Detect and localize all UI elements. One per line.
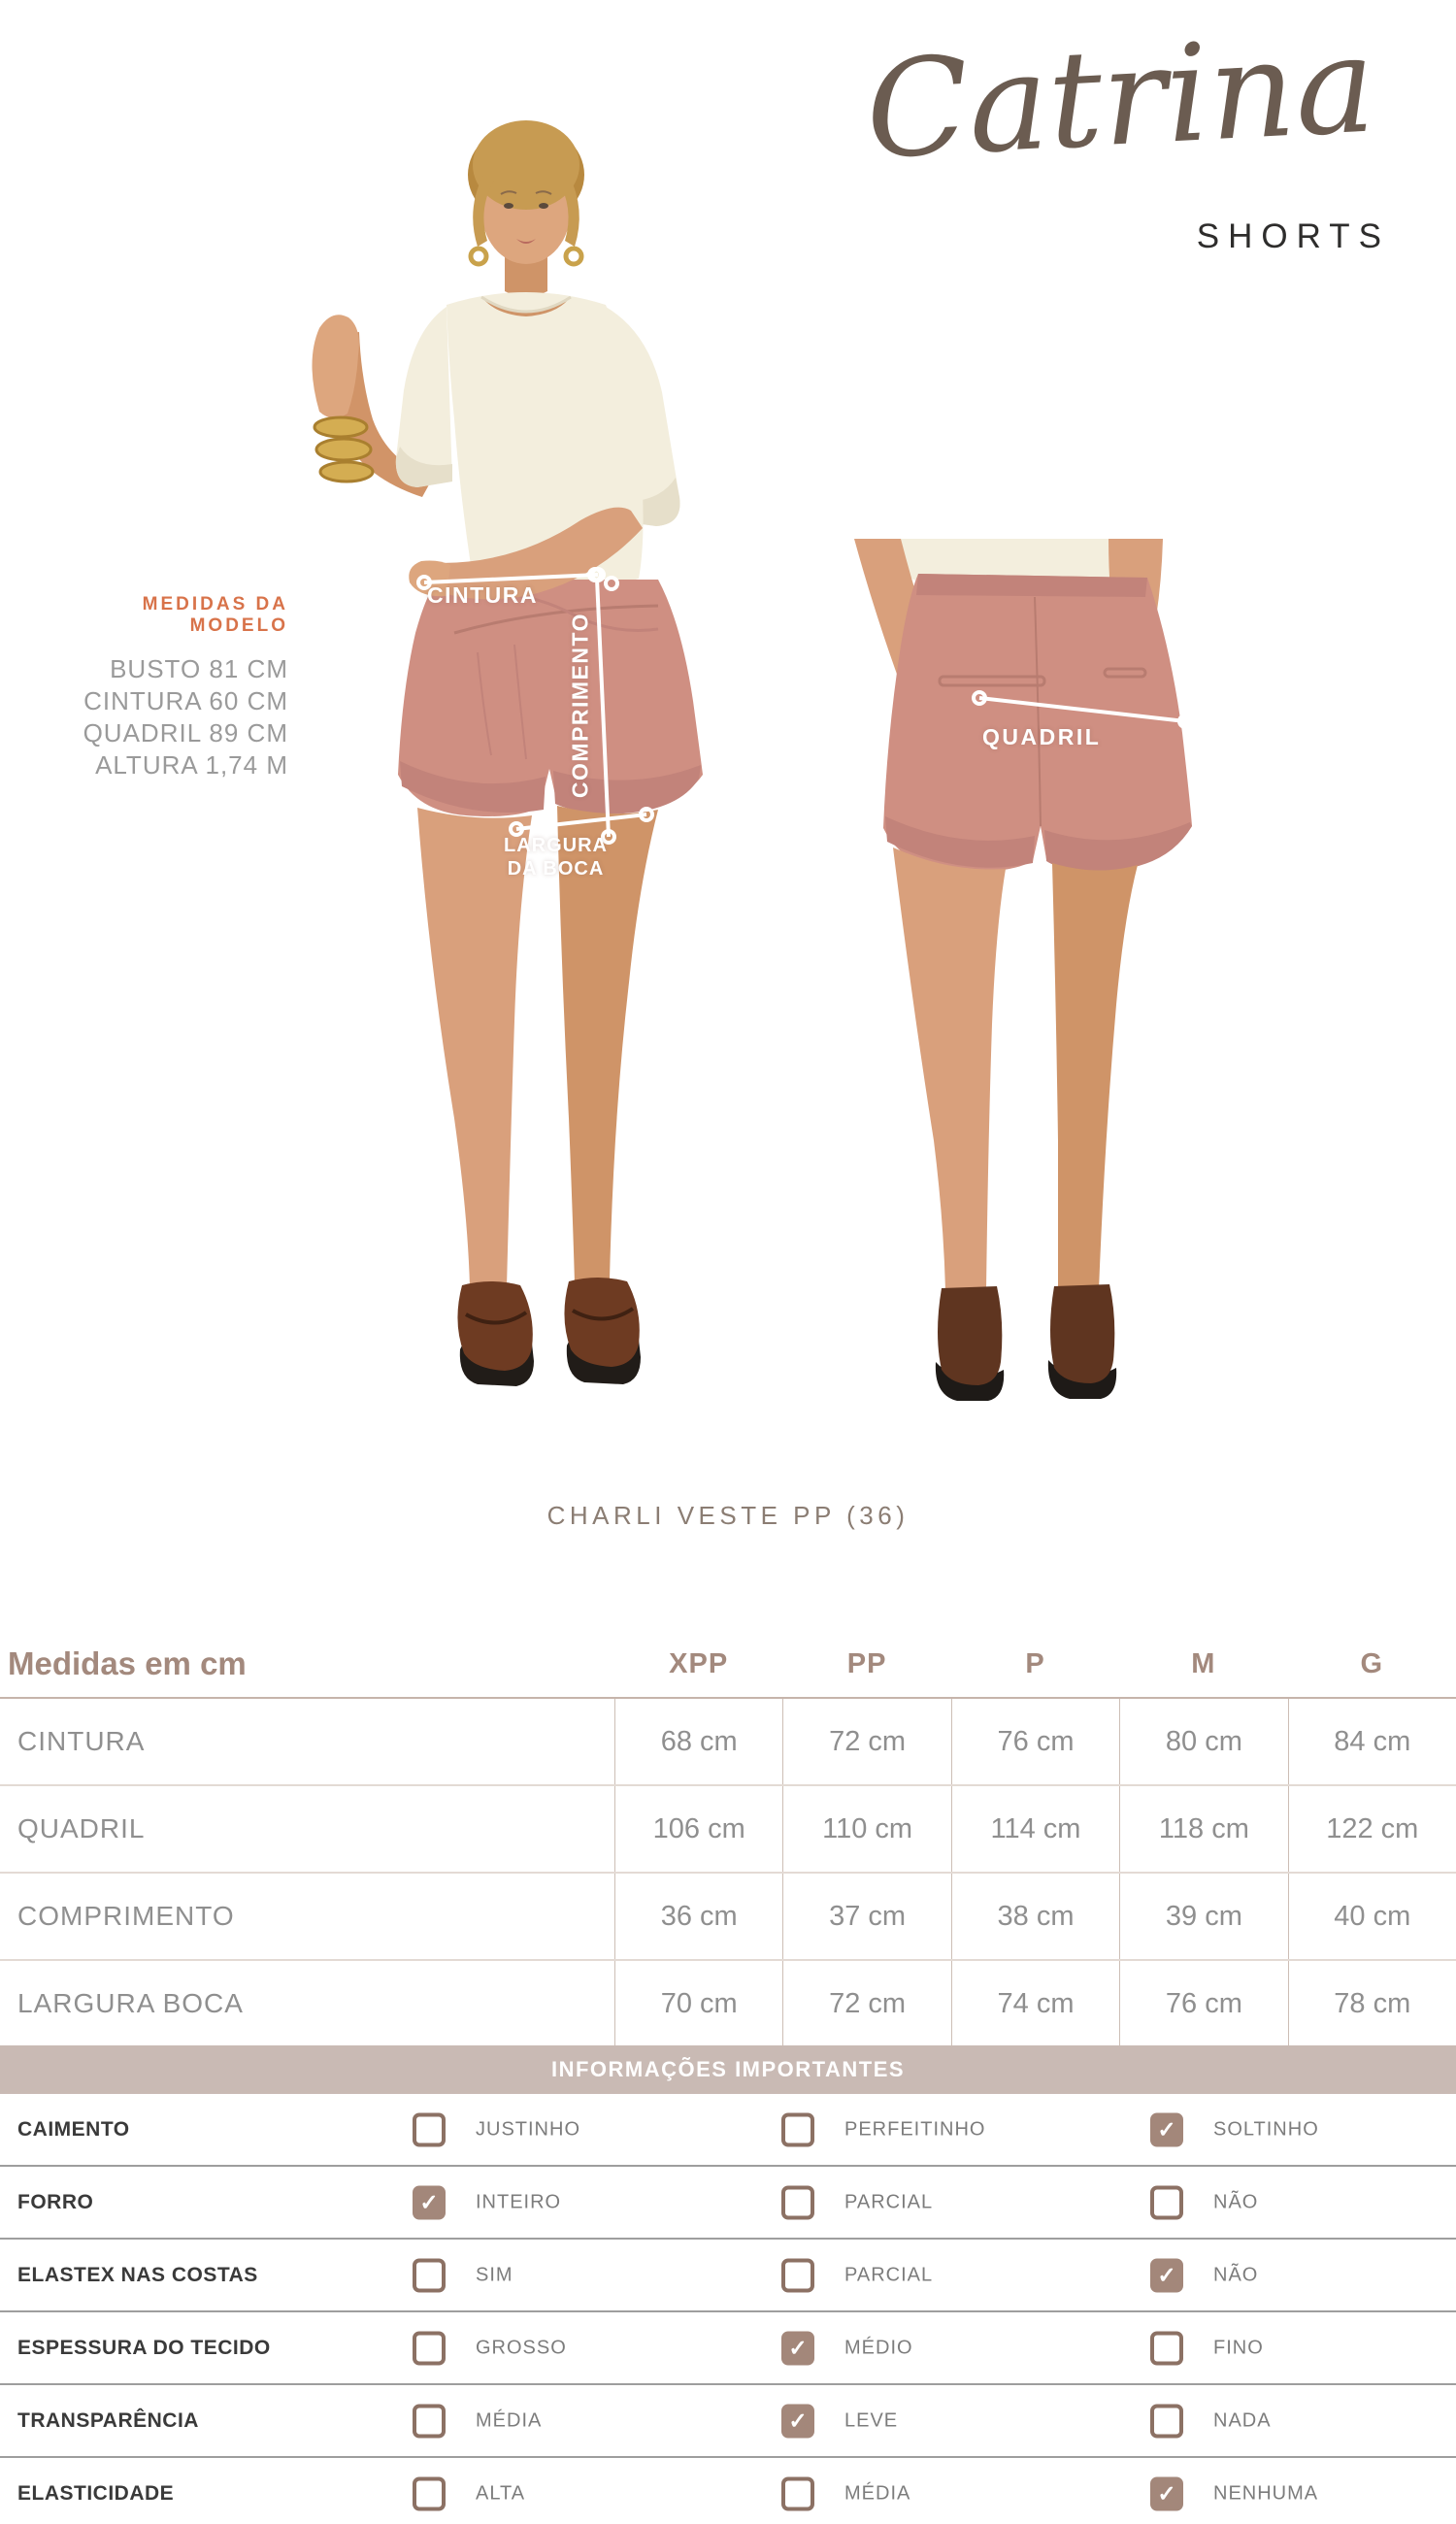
option-group xyxy=(1150,2112,1319,2146)
size-col-xpp: XPP xyxy=(669,1647,729,1679)
option-label: NENHUMA xyxy=(1213,2482,1319,2504)
info-row-label: CAIMENTO xyxy=(17,2117,130,2141)
brand-logo-script: Catrina xyxy=(862,6,1379,189)
checkbox-alta[interactable] xyxy=(413,2476,446,2510)
option-group xyxy=(413,2476,525,2510)
checkbox-inteiro[interactable] xyxy=(413,2185,446,2219)
option-label: NADA xyxy=(1213,2409,1272,2431)
model-height: ALTURA 1,74 M xyxy=(95,750,288,780)
info-row-transparencia xyxy=(0,2385,1456,2458)
waist-measure-label: CINTURA xyxy=(427,582,538,608)
important-info-section xyxy=(0,2094,1456,2524)
table-cell: 40 cm xyxy=(1288,1874,1456,1959)
check-icon: ✓ xyxy=(788,2408,808,2433)
option-label: PERFEITINHO xyxy=(844,2118,986,2140)
table-cell: 72 cm xyxy=(782,1961,950,2046)
option-label: MÉDIO xyxy=(844,2337,913,2358)
table-cell: 114 cm xyxy=(951,1786,1119,1872)
model-size-caption: CHARLI VESTE PP (36) xyxy=(546,1501,910,1530)
checkbox-medio[interactable] xyxy=(781,2331,814,2365)
option-group xyxy=(1150,2476,1318,2510)
option-group xyxy=(413,2112,580,2146)
table-cell: 118 cm xyxy=(1119,1786,1287,1872)
option-label: LEVE xyxy=(844,2409,899,2431)
option-label: GROSSO xyxy=(476,2337,567,2358)
info-row-caimento xyxy=(0,2094,1456,2167)
table-cell: 76 cm xyxy=(951,1699,1119,1784)
table-row xyxy=(0,1874,1456,1961)
option-group xyxy=(1150,2185,1258,2219)
table-cell: 110 cm xyxy=(782,1786,950,1872)
check-icon: ✓ xyxy=(1157,2480,1176,2506)
checkbox-grosso[interactable] xyxy=(413,2331,446,2365)
brand-product-type: SHORTS xyxy=(1196,217,1390,255)
checkbox-soltinho[interactable] xyxy=(1150,2112,1183,2146)
table-cell: 80 cm xyxy=(1119,1699,1287,1784)
info-row-label: ELASTICIDADE xyxy=(17,2481,175,2505)
back-model-figure xyxy=(854,539,1192,1401)
table-row xyxy=(0,1786,1456,1874)
row-label-quadril: QUADRIL xyxy=(17,1813,146,1843)
size-table xyxy=(0,1631,1456,2046)
checkbox-parcial[interactable] xyxy=(781,2258,814,2292)
size-col-g: G xyxy=(1360,1647,1384,1679)
checkbox-perfeitinho[interactable] xyxy=(781,2112,814,2146)
table-cell: 72 cm xyxy=(782,1699,950,1784)
option-label: MÉDIA xyxy=(844,2482,911,2504)
option-group xyxy=(781,2185,933,2219)
option-label: PARCIAL xyxy=(844,2264,934,2285)
important-info-banner xyxy=(0,2045,1456,2094)
table-cell: 74 cm xyxy=(951,1961,1119,2046)
info-row-label: FORRO xyxy=(17,2190,94,2213)
back-right-leg xyxy=(1052,863,1138,1292)
front-bangles xyxy=(314,417,373,482)
checkbox-parcial[interactable] xyxy=(781,2185,814,2219)
length-measure-label: COMPRIMENTO xyxy=(567,612,593,799)
table-cell: 106 cm xyxy=(614,1786,782,1872)
row-label-cintura: CINTURA xyxy=(17,1726,146,1756)
model-bust: BUSTO 81 CM xyxy=(110,654,288,683)
checkbox-nada[interactable] xyxy=(1150,2404,1183,2438)
front-earring-left xyxy=(471,249,486,264)
option-group xyxy=(781,2404,898,2438)
size-table-header xyxy=(0,1631,1456,1699)
checkbox-nao[interactable] xyxy=(1150,2258,1183,2292)
option-group xyxy=(413,2331,567,2365)
checkbox-media[interactable] xyxy=(781,2476,814,2510)
checkbox-sim[interactable] xyxy=(413,2258,446,2292)
back-left-leg xyxy=(893,847,1006,1290)
row-label-comprimento: COMPRIMENTO xyxy=(17,1901,235,1931)
row-label-largura-boca: LARGURA BOCA xyxy=(17,1988,244,2018)
size-col-p: P xyxy=(1025,1647,1045,1679)
info-row-elastex xyxy=(0,2240,1456,2312)
leg-opening-label-line2: DA BOCA xyxy=(507,858,605,880)
hip-measure-label: QUADRIL xyxy=(982,724,1102,749)
table-cell: 37 cm xyxy=(782,1874,950,1959)
table-row xyxy=(0,1961,1456,2046)
table-cell: 38 cm xyxy=(951,1874,1119,1959)
option-group xyxy=(781,2258,933,2292)
option-label: JUSTINHO xyxy=(476,2118,580,2140)
option-group xyxy=(413,2185,561,2219)
size-col-m: M xyxy=(1191,1647,1216,1679)
info-row-forro xyxy=(0,2167,1456,2240)
checkbox-leve[interactable] xyxy=(781,2404,814,2438)
table-cell: 68 cm xyxy=(614,1699,782,1784)
option-label: MÉDIA xyxy=(476,2409,543,2431)
leg-opening-label-line1: LARGURA xyxy=(504,835,608,856)
front-model-photo xyxy=(223,89,747,1439)
option-group xyxy=(1150,2258,1258,2292)
check-icon: ✓ xyxy=(788,2335,808,2360)
info-row-label: ELASTEX NAS COSTAS xyxy=(17,2263,258,2286)
table-cell: 39 cm xyxy=(1119,1874,1287,1959)
option-label: INTEIRO xyxy=(476,2191,562,2212)
check-icon: ✓ xyxy=(1157,2262,1176,2287)
front-hair-top xyxy=(473,120,579,210)
option-label: NÃO xyxy=(1213,2264,1259,2285)
check-icon: ✓ xyxy=(419,2189,439,2214)
info-row-label: ESPESSURA DO TECIDO xyxy=(17,2336,271,2359)
front-earring-right xyxy=(566,249,581,264)
info-row-espessura xyxy=(0,2312,1456,2385)
option-label: PARCIAL xyxy=(844,2191,934,2212)
model-measurements-heading: MEDIDAS DA MODELO xyxy=(142,594,288,636)
table-cell: 78 cm xyxy=(1288,1961,1456,2046)
back-model-photo xyxy=(825,539,1233,1422)
option-group xyxy=(1150,2404,1272,2438)
table-cell: 84 cm xyxy=(1288,1699,1456,1784)
table-cell: 36 cm xyxy=(614,1874,782,1959)
front-loafers xyxy=(457,1278,641,1386)
option-group xyxy=(1150,2331,1264,2365)
check-icon: ✓ xyxy=(1157,2116,1176,2142)
checkbox-media[interactable] xyxy=(413,2404,446,2438)
option-label: SOLTINHO xyxy=(1213,2118,1319,2140)
option-group xyxy=(413,2258,513,2292)
size-col-pp: PP xyxy=(846,1647,887,1679)
checkbox-nenhuma[interactable] xyxy=(1150,2476,1183,2510)
table-cell: 70 cm xyxy=(614,1961,782,2046)
table-cell: 76 cm xyxy=(1119,1961,1287,2046)
option-group xyxy=(413,2404,542,2438)
option-label: SIM xyxy=(476,2264,513,2285)
size-table-title: Medidas em cm xyxy=(8,1645,247,1681)
info-row-label: TRANSPARÊNCIA xyxy=(17,2408,199,2432)
checkbox-nao[interactable] xyxy=(1150,2185,1183,2219)
front-model-figure xyxy=(313,120,704,1386)
option-label: ALTA xyxy=(476,2482,526,2504)
table-row xyxy=(0,1699,1456,1786)
checkbox-justinho[interactable] xyxy=(413,2112,446,2146)
important-info-title: INFORMAÇÕES IMPORTANTES xyxy=(550,2057,906,2081)
table-cell: 122 cm xyxy=(1288,1786,1456,1872)
info-row-elasticidade xyxy=(0,2458,1456,2524)
checkbox-fino[interactable] xyxy=(1150,2331,1183,2365)
option-group xyxy=(781,2476,910,2510)
model-hip: QUADRIL 89 CM xyxy=(83,718,288,747)
model-waist: CINTURA 60 CM xyxy=(83,686,288,715)
option-label: NÃO xyxy=(1213,2191,1259,2212)
option-group xyxy=(781,2331,913,2365)
option-group xyxy=(781,2112,985,2146)
option-label: FINO xyxy=(1213,2337,1264,2358)
back-loafers xyxy=(936,1284,1116,1401)
